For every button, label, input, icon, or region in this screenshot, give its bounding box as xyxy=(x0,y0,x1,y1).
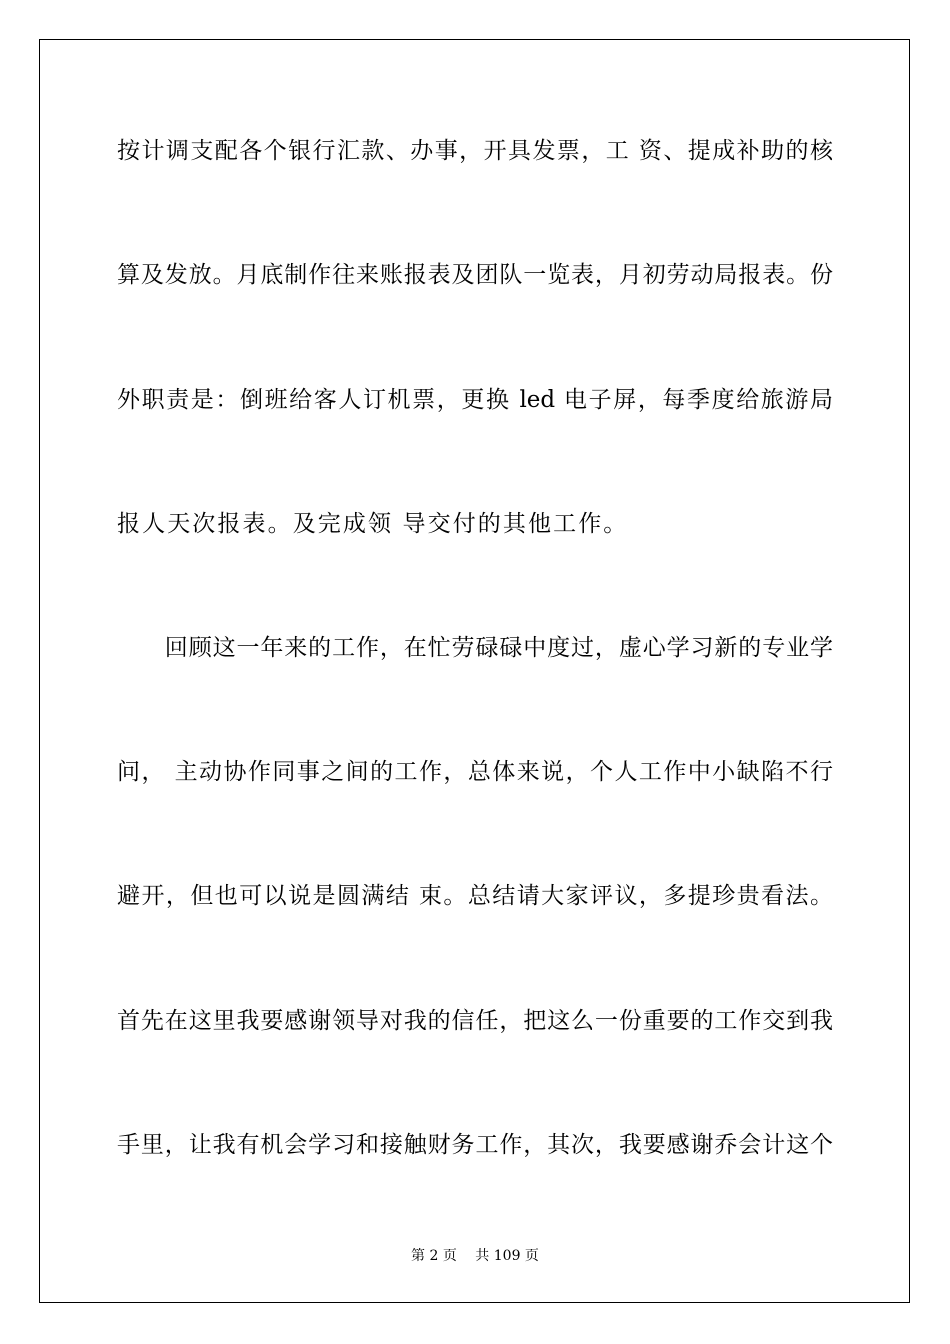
body-text-line-5: 回顾这一年来的工作，在忙劳碌碌中度过，虚心学习新的专业学 xyxy=(117,635,833,661)
body-text-line-7: 避开，但也可以说是圆满结 束。总结请大家评议，多提珍贵看法。 xyxy=(117,883,833,909)
page-border xyxy=(39,39,910,1303)
body-text-line-4: 报人天次报表。及完成领 导交付的其他工作。 xyxy=(117,511,629,537)
body-text-line-6: 问， 主动协作同事之间的工作，总体来说，个人工作中小缺陷不行 xyxy=(117,759,833,785)
body-text-line-2: 算及发放。月底制作往来账报表及团队一览表，月初劳动局报表。份 xyxy=(117,262,833,288)
body-text-line-8: 首先在这里我要感谢领导对我的信任，把这么一份重要的工作交到我 xyxy=(117,1008,833,1034)
body-text-line-3: 外职责是：倒班给客人订机票，更换 led 电子屏，每季度给旅游局 xyxy=(117,387,833,413)
body-text-line-1: 按计调支配各个银行汇款、办事，开具发票，工 资、提成补助的核 xyxy=(117,138,833,164)
page-number-footer: 第 2 页 共 109 页 xyxy=(411,1248,539,1264)
body-text-line-9: 手里，让我有机会学习和接触财务工作，其次，我要感谢乔会计这个 xyxy=(117,1132,833,1158)
